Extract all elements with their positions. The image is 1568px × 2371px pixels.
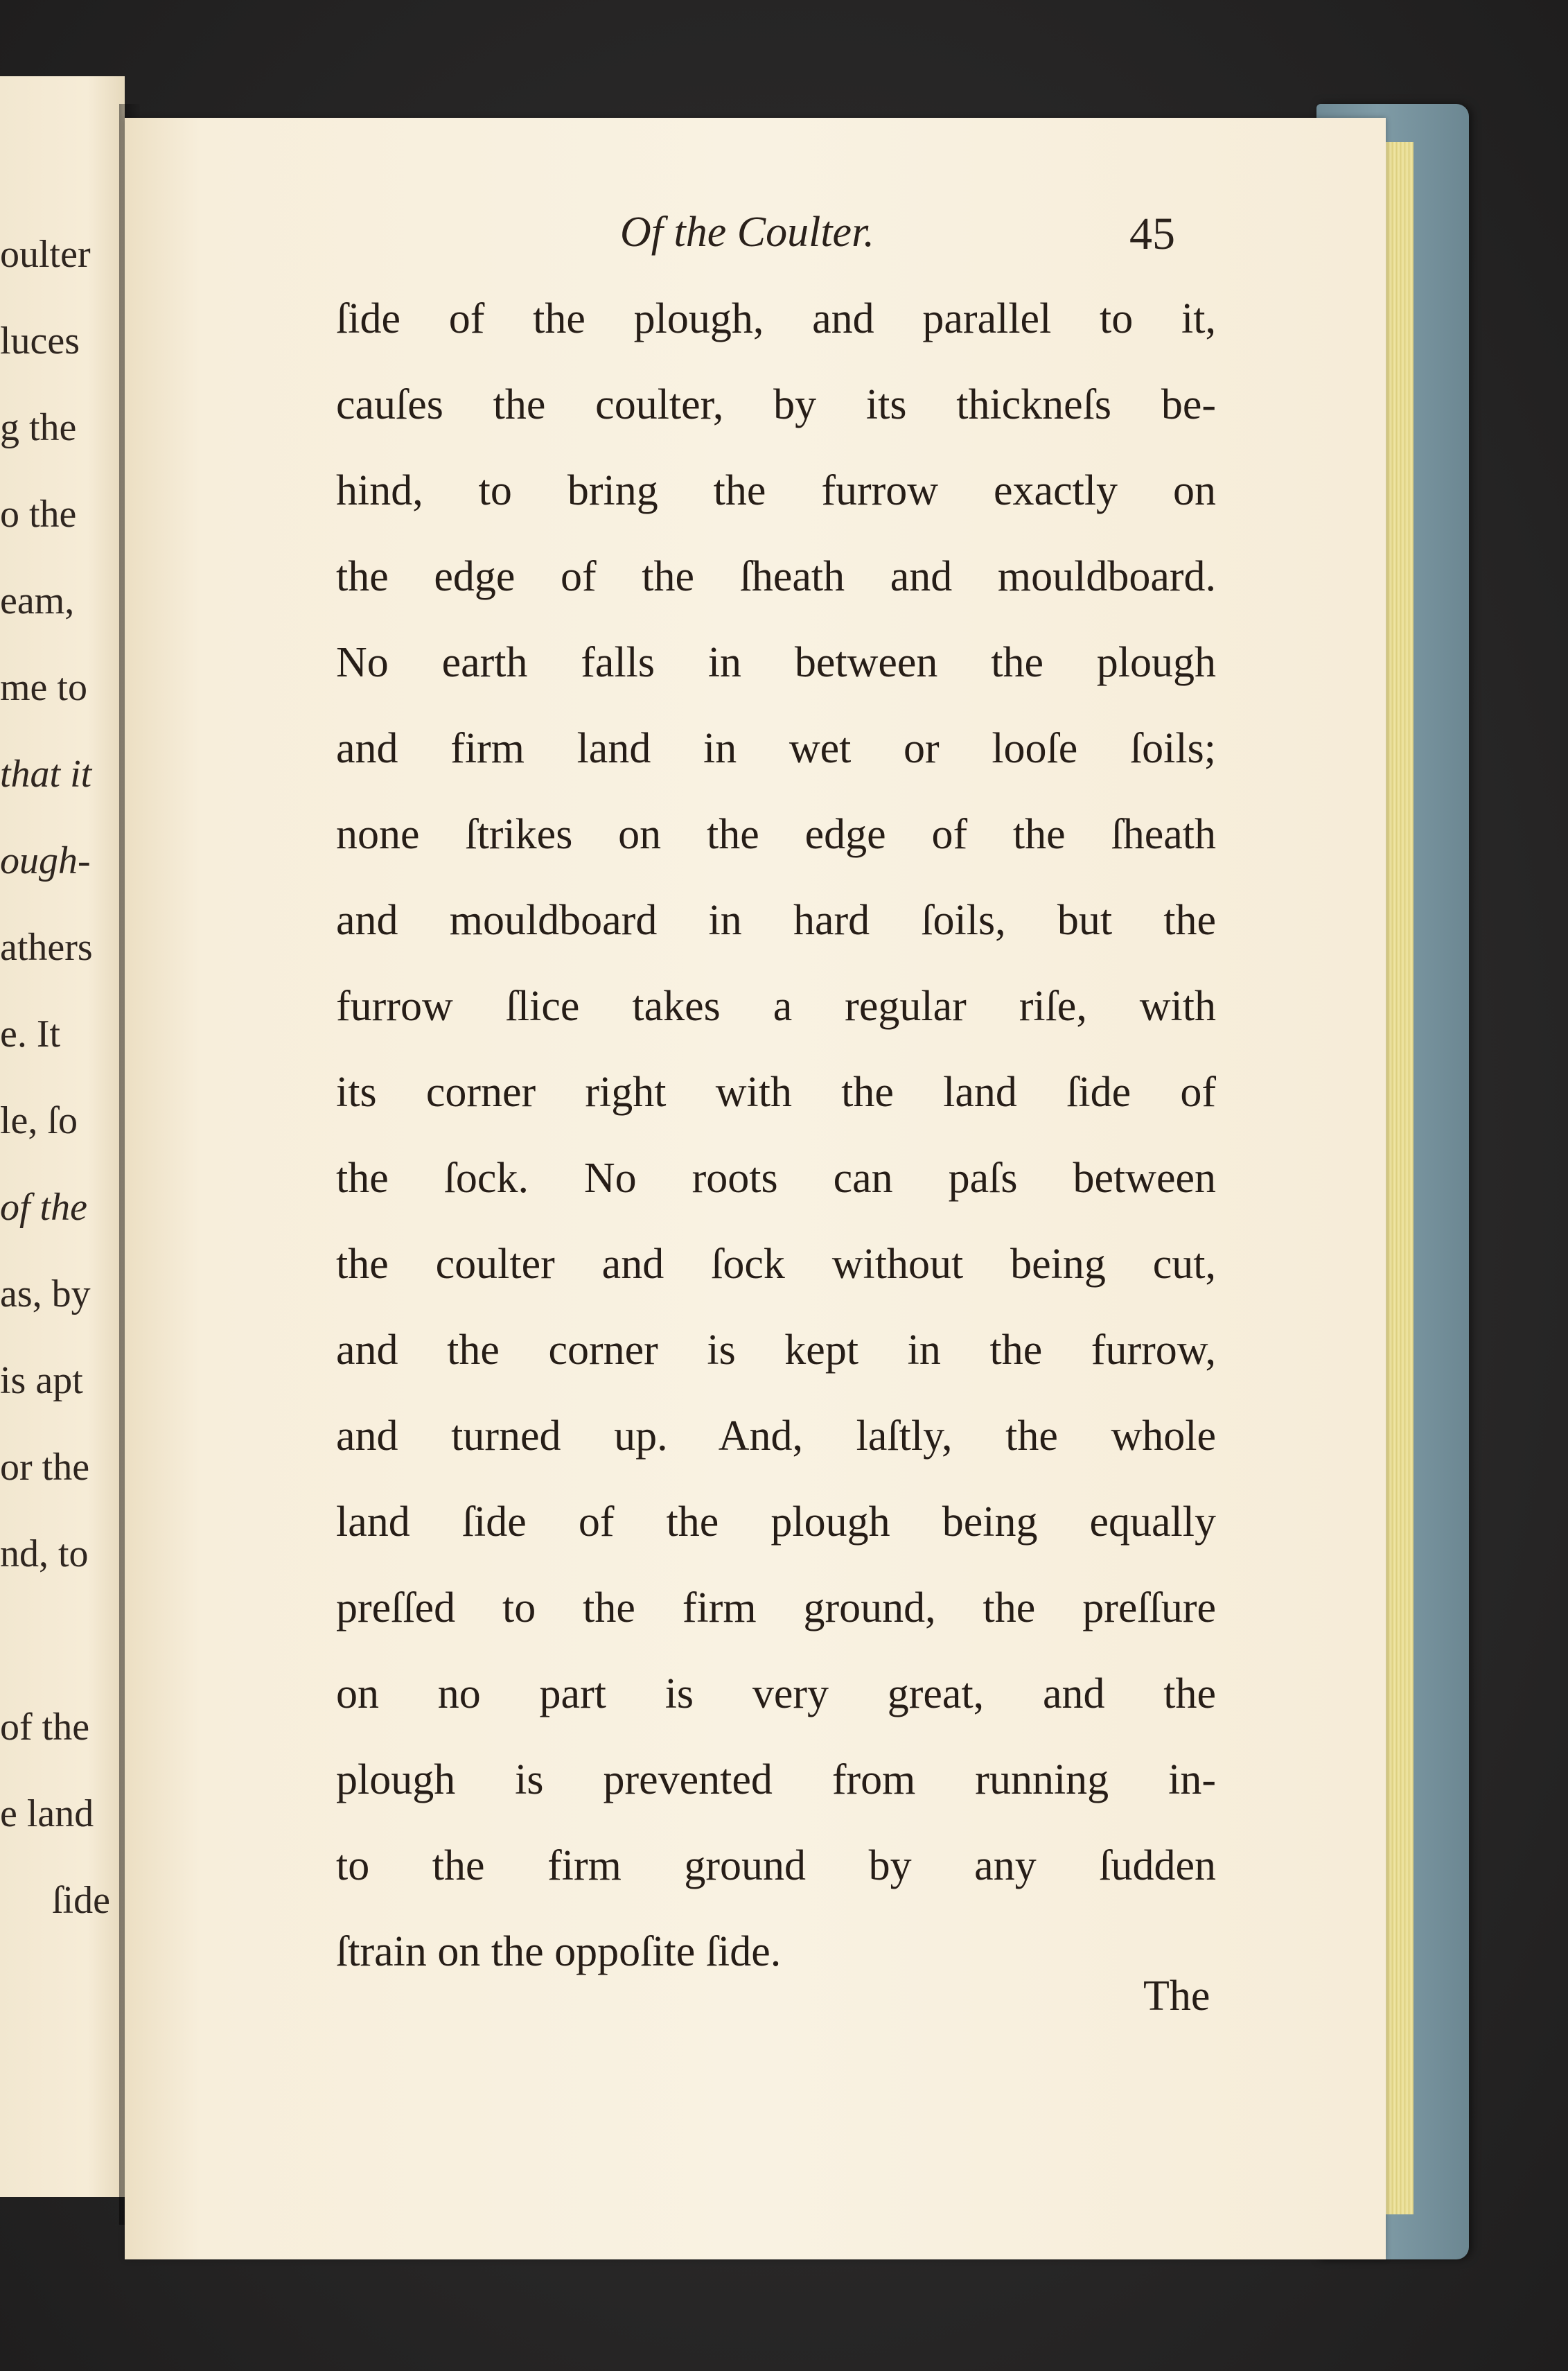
text-line: ſide of the plough, and parallel to it, [336, 295, 1216, 342]
facing-page-fragment: e. It [0, 1013, 61, 1056]
text-line: the edge of the ſheath and mouldboard. [336, 553, 1216, 600]
text-line: and turned up. And, laſtly, the whole [336, 1412, 1216, 1460]
facing-page-fragment: or the [0, 1446, 90, 1489]
text-line: No earth falls in between the plough [336, 639, 1216, 686]
facing-page-fragment: is apt [0, 1359, 83, 1402]
running-head: Of the Coulter. [620, 209, 874, 256]
text-line: furrow ſlice takes a regular riſe, with [336, 983, 1216, 1030]
facing-page-fragment: ſide [52, 1879, 110, 1922]
facing-page-fragment: o the [0, 493, 77, 536]
text-line: to the firm ground by any ſudden [336, 1842, 1216, 1889]
text-line: on no part is very great, and the [336, 1670, 1216, 1717]
text-line: hind, to bring the furrow exactly on [336, 467, 1216, 514]
facing-page-fragment: of the [0, 1186, 87, 1229]
facing-page-fragment: le, ſo [0, 1099, 78, 1142]
facing-page-left [0, 76, 125, 2197]
text-line: and mouldboard in hard ſoils, but the [336, 897, 1216, 944]
facing-page-fragment: g the [0, 406, 77, 449]
text-line: its corner right with the land ſide of [336, 1069, 1216, 1116]
text-line: the coulter and ſock without being cut, [336, 1241, 1216, 1288]
facing-page-fragment: luces [0, 320, 80, 362]
text-line: land ſide of the plough being equally [336, 1498, 1216, 1546]
facing-page-fragment: e land [0, 1792, 94, 1835]
facing-page-fragment: athers [0, 926, 93, 969]
catchword: The [1143, 1972, 1210, 2020]
page-number: 45 [1129, 209, 1175, 259]
facing-page-fragment: ough- [0, 839, 91, 882]
facing-page-fragment: eam, [0, 579, 75, 622]
text-line: preſſed to the firm ground, the preſſure [336, 1584, 1216, 1631]
facing-page-fragment: as, by [0, 1272, 91, 1315]
text-line: and firm land in wet or looſe ſoils; [336, 725, 1216, 772]
text-line: plough is prevented from running in- [336, 1756, 1216, 1803]
text-line: and the corner is kept in the furrow, [336, 1327, 1216, 1374]
facing-page-fragment: nd, to [0, 1532, 89, 1575]
facing-page-fragment: of the [0, 1706, 90, 1749]
text-line: cauſes the coulter, by its thickneſs be- [336, 381, 1216, 428]
text-line: ſtrain on the oppoſite ſide. [336, 1928, 782, 1975]
facing-page-fragment: oulter [0, 233, 91, 276]
text-line: the ſock. No roots can paſs between [336, 1155, 1216, 1202]
facing-page-fragment: that it [0, 753, 92, 796]
facing-page-fragment: me to [0, 666, 87, 709]
text-line: none ſtrikes on the edge of the ſheath [336, 811, 1216, 858]
